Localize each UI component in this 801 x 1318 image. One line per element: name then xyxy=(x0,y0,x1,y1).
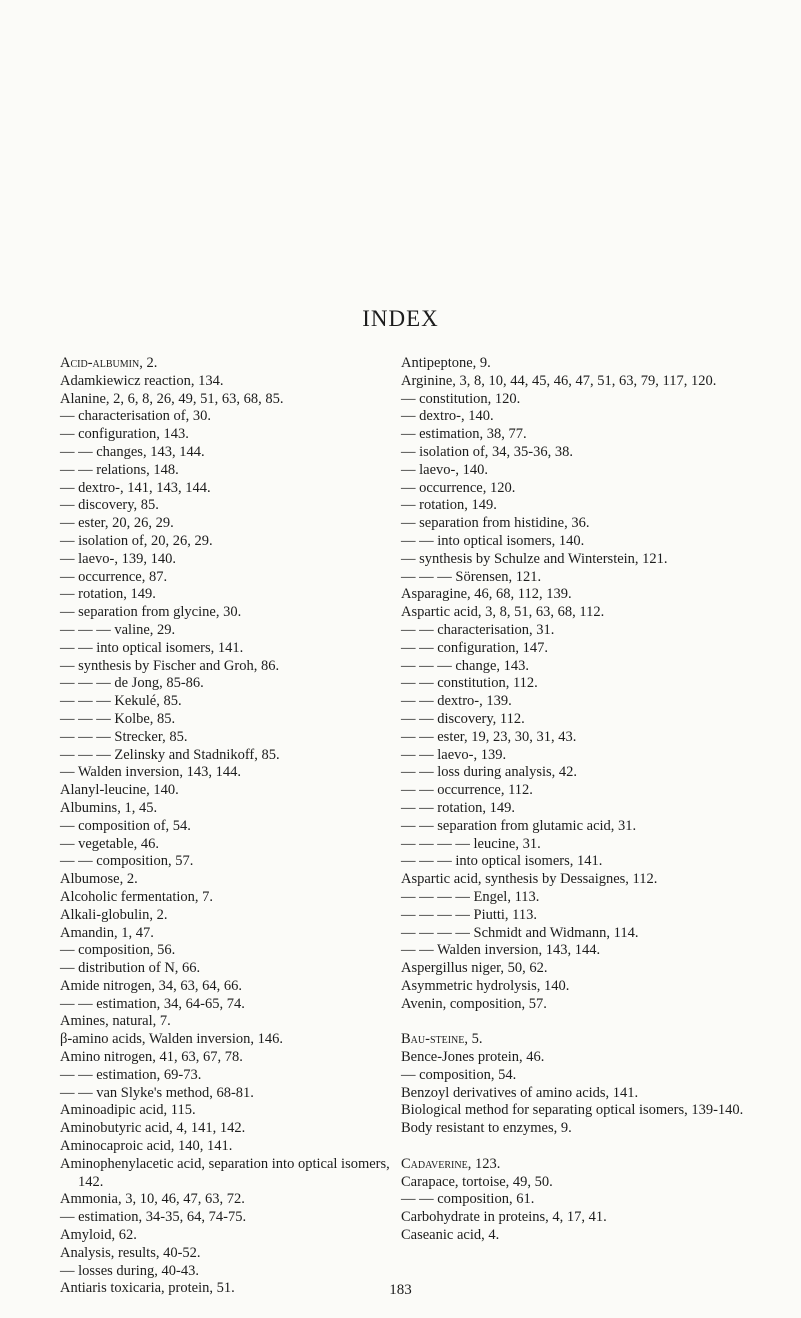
index-entry-text: — — — — leucine, 31. xyxy=(401,835,541,852)
index-entry xyxy=(60,515,405,533)
index-entry-text: — vegetable, 46. xyxy=(60,835,160,852)
index-entry-text: — — — Zelinsky and Stadnikoff, 85. xyxy=(60,746,280,763)
index-entry-text: Amino nitrogen, 41, 63, 67, 78. xyxy=(60,1049,243,1066)
index-entry-text: — — configuration, 147. xyxy=(401,639,548,656)
index-entry xyxy=(401,569,757,587)
index-entry xyxy=(60,693,405,711)
page-number: 183 xyxy=(389,1282,412,1298)
index-entry-text: — synthesis by Fischer and Groh, 86. xyxy=(60,657,280,674)
index-entry xyxy=(401,729,757,747)
index-entry-text: — — — de Jong, 85-86. xyxy=(60,675,204,692)
index-entry-text: — — rotation, 149. xyxy=(401,799,515,816)
index-entry xyxy=(60,408,405,426)
index-entry-text: — — estimation, 69-73. xyxy=(60,1066,202,1083)
index-entry xyxy=(401,1067,757,1085)
index-entry xyxy=(60,782,405,800)
index-entry-text: Alanyl-leucine, 140. xyxy=(60,782,179,799)
index-entry xyxy=(60,462,405,480)
index-entry-text: — estimation, 34-35, 64, 74-75. xyxy=(60,1209,247,1226)
index-entry xyxy=(60,960,405,978)
index-entry xyxy=(60,355,405,373)
index-entry xyxy=(60,1263,405,1281)
index-entry xyxy=(401,426,757,444)
index-entry xyxy=(401,1227,757,1245)
index-entry xyxy=(401,693,757,711)
index-entry-text: Asymmetric hydrolysis, 140. xyxy=(401,977,570,994)
index-entry-text: — — ester, 19, 23, 30, 31, 43. xyxy=(401,728,577,745)
index-entry-text: Alkali-globulin, 2. xyxy=(60,906,168,923)
index-entry-text: — — — — Engel, 113. xyxy=(401,888,540,905)
index-entry xyxy=(60,1013,405,1031)
index-entry-text: Amide nitrogen, 34, 63, 64, 66. xyxy=(60,977,243,994)
index-entry-text: — ester, 20, 26, 29. xyxy=(60,515,174,532)
index-entry-text: Avenin, composition, 57. xyxy=(401,995,547,1012)
index-entry xyxy=(60,925,405,943)
index-entry-text: — isolation of, 20, 26, 29. xyxy=(60,532,213,549)
index-entry-text: — composition of, 54. xyxy=(60,817,191,834)
index-entry-text: — dextro-, 141, 143, 144. xyxy=(60,479,211,496)
index-entry xyxy=(60,747,405,765)
index-entry-text: — — into optical isomers, 140. xyxy=(401,532,585,549)
index-entry-text: — separation from glycine, 30. xyxy=(60,604,242,621)
index-entry-text: — — — Sörensen, 121. xyxy=(401,568,542,585)
index-entry xyxy=(60,1102,405,1120)
index-entry-text: , 2. xyxy=(139,355,158,371)
index-entry-text: — rotation, 149. xyxy=(60,586,156,603)
index-entry xyxy=(60,373,405,391)
index-entry xyxy=(60,889,405,907)
index-entry-text: — — Walden inversion, 143, 144. xyxy=(401,942,601,959)
index-entry xyxy=(60,764,405,782)
index-entry-text: — — — — Schmidt and Widmann, 114. xyxy=(401,924,639,941)
index-entry-text: Antiaris toxicaria, protein, 51. xyxy=(60,1280,235,1297)
index-entry xyxy=(401,889,757,907)
index-entry-text: Amines, natural, 7. xyxy=(60,1013,171,1030)
index-entry xyxy=(401,1120,757,1138)
index-entry xyxy=(401,996,757,1014)
index-entry xyxy=(60,800,405,818)
index-entry xyxy=(60,836,405,854)
index-entry-text: — — — Kolbe, 85. xyxy=(60,710,176,727)
index-entry xyxy=(60,658,405,676)
index-entry xyxy=(60,551,405,569)
index-entry xyxy=(401,764,757,782)
index-entry-text: — composition, 56. xyxy=(60,942,176,959)
index-entry-text: Ammonia, 3, 10, 46, 47, 63, 72. xyxy=(60,1191,245,1208)
index-entry xyxy=(60,675,405,693)
index-entry-text: — composition, 54. xyxy=(401,1066,517,1083)
index-entry xyxy=(401,836,757,854)
index-entry xyxy=(60,1209,405,1227)
index-entry-text: Benzoyl derivatives of amino acids, 141. xyxy=(401,1084,639,1101)
index-entry-text: Alanine, 2, 6, 8, 26, 49, 51, 63, 68, 85. xyxy=(60,390,284,407)
index-entry-text: , 123. xyxy=(467,1155,501,1172)
index-entry xyxy=(60,586,405,604)
index-entry-text: — — — valine, 29. xyxy=(60,621,176,638)
index-entry xyxy=(401,355,757,373)
index-entry-text: — — discovery, 112. xyxy=(401,710,525,727)
index-entry-text: — dextro-, 140. xyxy=(401,408,494,425)
index-entry xyxy=(60,444,405,462)
index-entry xyxy=(60,604,405,622)
index-entry xyxy=(401,622,757,640)
index-entry-text: — — estimation, 34, 64-65, 74. xyxy=(60,995,245,1012)
index-entry-text: — — occurrence, 112. xyxy=(401,782,533,799)
index-entry xyxy=(401,800,757,818)
index-entry xyxy=(60,569,405,587)
index-entry xyxy=(401,1049,757,1067)
index-entry xyxy=(401,658,757,676)
index-entry-text: — occurrence, 87. xyxy=(60,568,168,585)
index-entry-text: , 5. xyxy=(464,1031,483,1048)
section-gap xyxy=(401,1013,757,1031)
index-entry xyxy=(401,942,757,960)
index-entry xyxy=(60,729,405,747)
index-entry-text: — configuration, 143. xyxy=(60,426,189,443)
index-entry-text: — — loss during analysis, 42. xyxy=(401,764,578,781)
index-entry-text: Adamkiewicz reaction, 134. xyxy=(60,372,224,389)
index-entry-text: — — — Kekulé, 85. xyxy=(60,693,182,710)
index-entry xyxy=(401,444,757,462)
index-entry xyxy=(60,1120,405,1138)
index-entry-text: Bence-Jones protein, 46. xyxy=(401,1049,545,1066)
index-entry xyxy=(60,711,405,729)
index-entry xyxy=(401,675,757,693)
index-entry xyxy=(60,1067,405,1085)
index-entry-text: Aspergillus niger, 50, 62. xyxy=(401,960,548,977)
index-column-left xyxy=(60,355,405,1298)
index-entry xyxy=(401,782,757,800)
index-entry-text: — — — — Piutti, 113. xyxy=(401,906,538,923)
index-entry xyxy=(60,1031,405,1049)
index-entry-text: — — laevo-, 139. xyxy=(401,746,507,763)
index-entry-text: Aminophenylacetic acid, separation into optical isomers, 142. xyxy=(60,1155,390,1190)
index-entry-text: — — dextro-, 139. xyxy=(401,693,512,710)
index-entry xyxy=(401,853,757,871)
index-entry-text: Body resistant to enzymes, 9. xyxy=(401,1120,572,1137)
index-entry-text: — — van Slyke's method, 68-81. xyxy=(60,1084,254,1101)
index-entry xyxy=(401,1174,757,1192)
index-entry xyxy=(401,711,757,729)
index-entry xyxy=(60,640,405,658)
index-entry-text: — — — change, 143. xyxy=(401,657,530,674)
index-entry-text: Aspartic acid, 3, 8, 51, 63, 68, 112. xyxy=(401,604,605,621)
index-entry xyxy=(401,604,757,622)
page-title: INDEX xyxy=(362,306,439,331)
index-entry xyxy=(401,747,757,765)
index-entry xyxy=(401,586,757,604)
index-entry xyxy=(60,996,405,1014)
section-lead-word: Cadaverine xyxy=(401,1155,468,1172)
index-entry-text: — constitution, 120. xyxy=(401,390,521,407)
index-entry-text: Aminobutyric acid, 4, 141, 142. xyxy=(60,1120,246,1137)
index-entry xyxy=(401,1031,757,1049)
index-entry-text: — losses during, 40-43. xyxy=(60,1262,199,1279)
index-entry-text: Alcoholic fermentation, 7. xyxy=(60,888,214,905)
index-entry xyxy=(60,1227,405,1245)
index-entry xyxy=(401,978,757,996)
section-lead-word: Bau-steine xyxy=(401,1031,465,1048)
index-entry-text: Arginine, 3, 8, 10, 44, 45, 46, 47, 51, 63, 79, 117, 120. xyxy=(401,372,717,389)
index-entry xyxy=(60,480,405,498)
index-entry xyxy=(60,1156,405,1192)
index-entry xyxy=(401,480,757,498)
index-entry-text: — — into optical isomers, 141. xyxy=(60,639,244,656)
index-entry xyxy=(401,818,757,836)
index-entry-text: — — composition, 61. xyxy=(401,1191,535,1208)
index-entry-text: Carbohydrate in proteins, 4, 17, 41. xyxy=(401,1209,607,1226)
index-entry-text: Aminocaproic acid, 140, 141. xyxy=(60,1138,233,1155)
index-entry xyxy=(401,391,757,409)
index-entry-text: — estimation, 38, 77. xyxy=(401,426,527,443)
index-entry xyxy=(401,1156,757,1174)
index-entry xyxy=(60,871,405,889)
index-entry-text: — separation from histidine, 36. xyxy=(401,515,590,532)
index-entry-text: — — — Strecker, 85. xyxy=(60,728,188,745)
index-entry xyxy=(60,391,405,409)
index-entry xyxy=(401,533,757,551)
index-entry-text: — occurrence, 120. xyxy=(401,479,516,496)
section-lead-word: Acid-albumin xyxy=(60,355,140,371)
index-entry xyxy=(401,1102,757,1120)
index-entry xyxy=(60,907,405,925)
index-entry-text: — laevo-, 139, 140. xyxy=(60,550,176,567)
index-entry xyxy=(401,515,757,533)
index-entry-text: — — characterisation, 31. xyxy=(401,621,555,638)
index-entry-text: — characterisation of, 30. xyxy=(60,408,211,425)
index-entry xyxy=(60,818,405,836)
index-entry-text: — discovery, 85. xyxy=(60,497,159,514)
index-entry-text: Antipeptone, 9. xyxy=(401,355,491,371)
index-entry-text: — — constitution, 112. xyxy=(401,675,538,692)
index-entry-text: Carapace, tortoise, 49, 50. xyxy=(401,1173,553,1190)
index-entry xyxy=(401,373,757,391)
index-entry xyxy=(401,640,757,658)
index-entry-text: Biological method for separating optical isomers, 139-140. xyxy=(401,1102,744,1119)
index-entry xyxy=(401,1191,757,1209)
index-entry xyxy=(60,942,405,960)
index-entry xyxy=(401,1209,757,1227)
index-entry xyxy=(401,871,757,889)
index-entry xyxy=(401,497,757,515)
index-entry xyxy=(60,1191,405,1209)
index-entry xyxy=(401,1085,757,1103)
index-entry-text: β-amino acids, Walden inversion, 146. xyxy=(60,1031,283,1048)
index-entry xyxy=(60,622,405,640)
index-entry-text: — — separation from glutamic acid, 31. xyxy=(401,817,637,834)
index-entry-text: — synthesis by Schulze and Winterstein, 121. xyxy=(401,550,668,567)
index-entry xyxy=(60,533,405,551)
index-column-right xyxy=(401,355,757,1245)
index-entry xyxy=(60,1085,405,1103)
index-entry-text: Amandin, 1, 47. xyxy=(60,924,154,941)
index-entry-text: — — composition, 57. xyxy=(60,853,194,870)
index-entry xyxy=(401,925,757,943)
index-entry-text: Asparagine, 46, 68, 112, 139. xyxy=(401,586,572,603)
index-entry-text: Aspartic acid, synthesis by Dessaignes, 112. xyxy=(401,871,658,888)
index-entry-text: Caseanic acid, 4. xyxy=(401,1227,500,1244)
index-entry-text: Aminoadipic acid, 115. xyxy=(60,1102,196,1119)
index-entry xyxy=(60,1049,405,1067)
index-entry xyxy=(401,462,757,480)
index-entry-text: — Walden inversion, 143, 144. xyxy=(60,764,242,781)
index-entry xyxy=(60,1245,405,1263)
index-entry xyxy=(401,960,757,978)
index-entry-text: — — — into optical isomers, 141. xyxy=(401,853,603,870)
index-entry-text: Analysis, results, 40-52. xyxy=(60,1244,201,1261)
index-entry xyxy=(401,551,757,569)
section-gap xyxy=(401,1138,757,1156)
index-entry-text: — distribution of N, 66. xyxy=(60,960,201,977)
index-entry xyxy=(401,408,757,426)
index-entry xyxy=(401,907,757,925)
index-entry-text: Albumose, 2. xyxy=(60,871,138,888)
index-entry xyxy=(60,853,405,871)
index-entry-text: — rotation, 149. xyxy=(401,497,497,514)
index-entry-text: — isolation of, 34, 35-36, 38. xyxy=(401,443,573,460)
index-entry xyxy=(60,978,405,996)
index-entry xyxy=(60,426,405,444)
index-entry-text: — laevo-, 140. xyxy=(401,461,488,478)
index-entry-text: — — relations, 148. xyxy=(60,461,179,478)
index-entry-text: — — changes, 143, 144. xyxy=(60,443,205,460)
index-entry xyxy=(60,497,405,515)
index-entry-text: Albumins, 1, 45. xyxy=(60,799,158,816)
index-entry-text: Amyloid, 62. xyxy=(60,1227,137,1244)
index-entry xyxy=(60,1138,405,1156)
